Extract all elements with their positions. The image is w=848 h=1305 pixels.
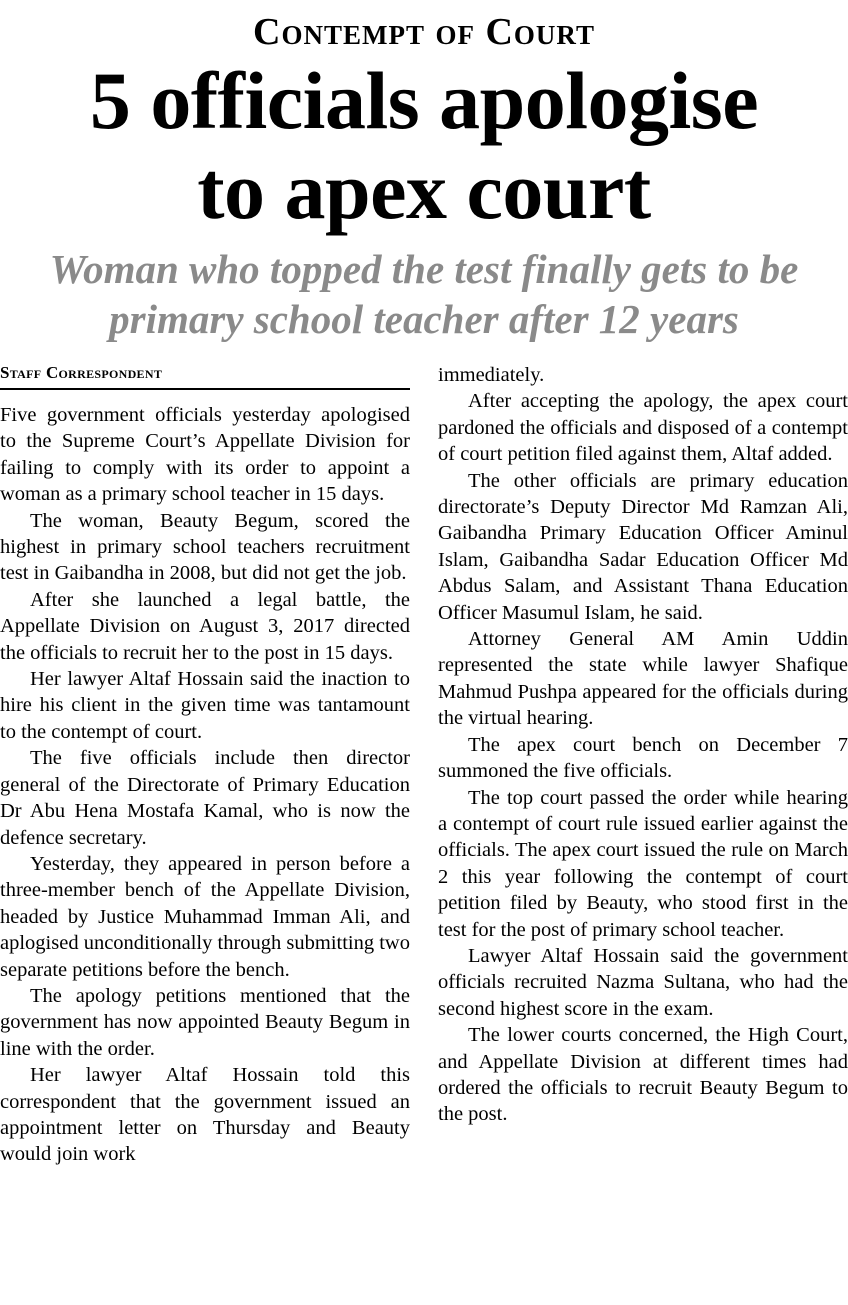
subheadline-line-2: primary school teacher after 12 years (109, 296, 739, 342)
subheadline (8, 244, 840, 344)
paragraph: The apex court bench on December 7 summoned the five officials. (438, 733, 848, 783)
paragraph: The other officials are primary education directorate’s Deputy Director Md Ramzan Ali, Gaibandha Primary Education Officer Aminul Islam, Gaibandha Sadar Education Officer Md Abdus Salam, and Assistant Thana Education Officer Masumul Islam, he said. (438, 469, 848, 624)
subheadline-line-1: Woman who topped the test finally gets to be (49, 246, 799, 292)
headline-line-1: 5 officials apologise (89, 55, 759, 146)
paragraph: The apology petitions mentioned that the government has now appointed Beauty Begum in line with the order. (0, 984, 410, 1060)
paragraph: Yesterday, they appeared in person before a three-member bench of the Appellate Division, headed by Justice Muhammad Imman Ali, and aplogised unconditionally through submitting two separate petitions before the bench. (0, 852, 410, 981)
headline (0, 56, 848, 236)
paragraph: After accepting the apology, the apex court pardoned the officials and disposed of a contempt of court petition filed against them, Altaf added. (438, 390, 848, 466)
paragraph-continued: immediately. (438, 364, 545, 386)
paragraph: Her lawyer Altaf Hossain told this correspondent that the government issued an appointment letter on Thursday and Beauty would join work (0, 1064, 410, 1166)
paragraph: Lawyer Altaf Hossain said the government officials recruited Nazma Sultana, who had the second highest score in the exam. (438, 944, 848, 1020)
paragraph: Her lawyer Altaf Hossain said the inaction to hire his client in the given time was tantamount to the contempt of court. (0, 668, 410, 743)
paragraph: The five officials include then director general of the Directorate of Primary Education Dr Abu Hena Mostafa Kamal, who is now the defence secretary. (0, 747, 410, 849)
kicker: Contempt of Court (253, 11, 595, 53)
column-right (438, 362, 848, 1302)
article-body (0, 362, 848, 1302)
column-left (0, 362, 410, 1302)
paragraph: The top court passed the order while hearing a contempt of court rule issued earlier against the officials. The apex court issued the rule on March 2 this year following the contempt of court petition filed by Beauty, who stood first in the test for the post of primary school teacher. (438, 786, 848, 941)
paragraph: Attorney General AM Amin Uddin represented the state while lawyer Shafique Mahmud Pushpa appeared for the officials during the virtual hearing. (438, 628, 848, 730)
byline: Staff Correspondent (0, 362, 410, 390)
paragraph: The lower courts concerned, the High Court, and Appellate Division at different times had ordered the officials to recruit Beauty Begum to the post. (438, 1024, 848, 1126)
paragraph: After she launched a legal battle, the Appellate Division on August 3, 2017 directed the officials to recruit her to the post in 15 days. (0, 588, 410, 664)
paragraph: Five government officials yesterday apologised to the Supreme Court’s Appellate Division for failing to comply with its order to appoint a woman as a primary school teacher in 15 days. (0, 404, 410, 506)
paragraph: The woman, Beauty Begum, scored the highest in primary school teachers recruitment test in Gaibandha in 2008, but did not get the job. (0, 509, 410, 585)
headline-line-2: to apex court (197, 145, 651, 236)
